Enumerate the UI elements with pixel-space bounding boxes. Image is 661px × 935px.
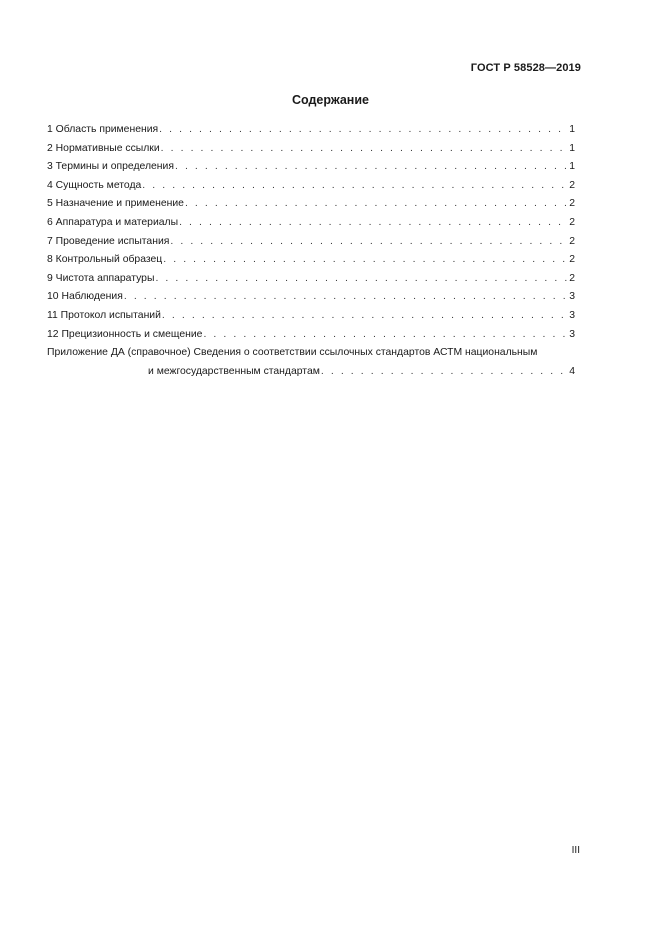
page-number: III (571, 845, 580, 856)
toc-entry-label: 7 Проведение испытания (47, 235, 170, 247)
toc-entry[interactable] (47, 233, 575, 252)
toc-entry[interactable] (47, 214, 575, 233)
toc-entry[interactable] (47, 195, 575, 214)
leader-dots (124, 288, 568, 307)
toc-entry[interactable] (47, 326, 575, 345)
toc-entry-page: 1 (569, 142, 575, 154)
toc-entry-page: 2 (569, 198, 575, 210)
toc-entry-page: 3 (569, 291, 575, 303)
table-of-contents (47, 121, 575, 381)
leader-dots (155, 270, 568, 289)
toc-entry[interactable] (47, 158, 575, 177)
toc-entry-label: 8 Контрольный образец (47, 254, 163, 266)
toc-entry-label: 11 Протокол испытаний (47, 309, 161, 321)
toc-entry[interactable] (47, 270, 575, 289)
leader-dots (321, 363, 568, 382)
toc-entry-label: 6 Аппаратура и материалы (47, 216, 179, 228)
leader-dots (163, 251, 568, 270)
toc-entry-page: 2 (569, 254, 575, 266)
toc-entry-page: 3 (569, 328, 575, 340)
leader-dots (142, 177, 568, 196)
leader-dots (185, 195, 568, 214)
toc-entry-page: 2 (569, 235, 575, 247)
toc-entry[interactable] (47, 140, 575, 159)
leader-dots (179, 214, 568, 233)
appendix-page: 4 (569, 365, 575, 377)
appendix-title-continued: и межгосударственным стандартам (148, 365, 320, 377)
leader-dots (170, 233, 568, 252)
toc-entry-label: 12 Прецизионность и смещение (47, 328, 203, 340)
toc-entry-page: 1 (569, 161, 575, 173)
toc-entry[interactable] (47, 288, 575, 307)
toc-entry-page: 2 (569, 216, 575, 228)
toc-entry-label: 9 Чистота аппаратуры (47, 272, 155, 284)
leader-dots (162, 307, 568, 326)
toc-entry-page: 2 (569, 272, 575, 284)
toc-entry[interactable] (47, 177, 575, 196)
toc-entry[interactable] (47, 121, 575, 140)
toc-entry-page: 2 (569, 179, 575, 191)
toc-entry-page: 1 (569, 124, 575, 135)
toc-entry[interactable] (47, 307, 575, 326)
toc-entry-appendix[interactable] (47, 344, 575, 381)
document-header: ГОСТ Р 58528—2019 (470, 62, 581, 74)
toc-entry-label: 4 Сущность метода (47, 179, 142, 191)
toc-entry-label: 2 Нормативные ссылки (47, 142, 160, 154)
toc-entry-label: 10 Наблюдения (47, 291, 123, 303)
leader-dots (161, 140, 569, 159)
toc-entry-page: 3 (569, 309, 575, 321)
page-title: Содержание (291, 93, 369, 107)
leader-dots (175, 158, 568, 177)
toc-entry-label: 1 Область применения (47, 124, 159, 135)
appendix-title: Приложение ДА (справочное) Сведения о соответствии ссылочных стандартов АСТМ национальным (47, 347, 538, 359)
leader-dots (203, 326, 568, 345)
toc-entry-label: 3 Термины и определения (47, 161, 174, 173)
toc-entry[interactable] (47, 251, 575, 270)
leader-dots (159, 121, 568, 140)
toc-entry-label: 5 Назначение и применение (47, 198, 184, 210)
